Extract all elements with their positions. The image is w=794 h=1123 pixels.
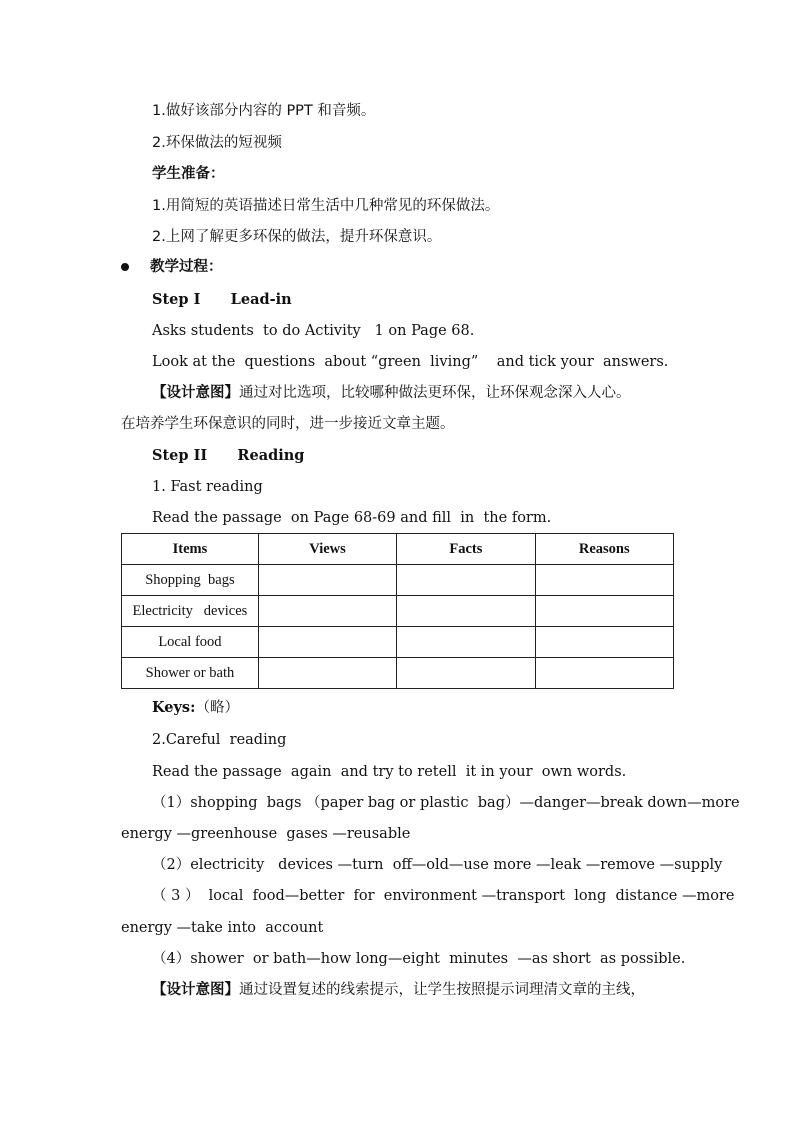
row-item-cell: Local food: [122, 627, 259, 658]
empty-cell: [397, 596, 535, 627]
step1-design-intent: [152, 383, 631, 403]
design-intent-text: 通过设置复述的线索提示，让学生按照提示词理清文章的主线，: [239, 982, 645, 998]
reading-form-table: [121, 533, 674, 689]
step1-design-intent-cont: 在培养学生环保意识的同时，进一步接近文章主题。: [121, 416, 455, 432]
clue-3: （ 3 ） local food—better for environment —transport long distance —more: [152, 888, 735, 904]
row-item-cell: Electricity devices: [122, 596, 259, 627]
empty-cell: [535, 565, 673, 596]
empty-cell: [397, 627, 535, 658]
step1-title: Step I Lead-in: [152, 291, 292, 308]
keys-line: [152, 698, 239, 718]
empty-cell: [535, 596, 673, 627]
design-intent-text: 通过对比选项，比较哪种做法更环保，让环保观念深入人心。: [239, 385, 631, 401]
header-items: Items: [122, 534, 259, 565]
empty-cell: [535, 658, 673, 689]
table-header-row: [122, 534, 674, 565]
empty-cell: [535, 627, 673, 658]
table-row: [122, 596, 674, 627]
prep-item-4: 2.上网了解更多环保的做法，提升环保意识。: [152, 229, 442, 245]
step2-design-intent: [152, 980, 645, 1000]
empty-cell: [258, 627, 396, 658]
design-intent-label: 【设计意图】: [152, 385, 239, 401]
fast-reading-instruction: Read the passage on Page 68-69 and fill in the form.: [152, 510, 552, 526]
header-reasons: Reasons: [535, 534, 673, 565]
clue-1-cont: energy —greenhouse gases —reusable: [121, 826, 411, 842]
prep-item-1: 1.做好该部分内容的 PPT 和音频。: [152, 103, 376, 119]
careful-reading-heading: 2.Careful reading: [152, 732, 287, 748]
step2-title: Step II Reading: [152, 447, 305, 464]
table-row: [122, 658, 674, 689]
clue-1: （1）shopping bags （paper bag or plastic bag）—danger—break down—more: [152, 795, 740, 811]
row-item-cell: Shopping bags: [122, 565, 259, 596]
header-views: Views: [258, 534, 396, 565]
table-row: [122, 627, 674, 658]
empty-cell: [258, 596, 396, 627]
careful-reading-instruction: Read the passage again and try to retell it in your own words.: [152, 764, 627, 780]
process-heading: 教学过程：: [150, 259, 223, 275]
clue-3-cont: energy —take into account: [121, 920, 324, 936]
bullet-icon: [121, 263, 129, 271]
empty-cell: [397, 658, 535, 689]
empty-cell: [258, 658, 396, 689]
prep-item-2: 2.环保做法的短视频: [152, 135, 282, 151]
header-facts: Facts: [397, 534, 535, 565]
empty-cell: [258, 565, 396, 596]
clue-4: （4）shower or bath—how long—eight minutes —as short as possible.: [152, 951, 686, 967]
fast-reading-heading: 1. Fast reading: [152, 479, 263, 495]
student-prep-heading: 学生准备：: [152, 166, 225, 182]
table-row: [122, 565, 674, 596]
step1-line1: Asks students to do Activity 1 on Page 68.: [152, 323, 475, 339]
prep-item-3: 1.用简短的英语描述日常生活中几种常见的环保做法。: [152, 198, 500, 214]
keys-value: （略）: [195, 700, 239, 716]
step1-line2: Look at the questions about “green living” and tick your answers.: [152, 354, 669, 370]
empty-cell: [397, 565, 535, 596]
design-intent-label: 【设计意图】: [152, 982, 239, 998]
row-item-cell: Shower or bath: [122, 658, 259, 689]
keys-label: Keys:: [152, 699, 196, 716]
clue-2: （2）electricity devices —turn off—old—use more —leak —remove —supply: [152, 857, 723, 873]
